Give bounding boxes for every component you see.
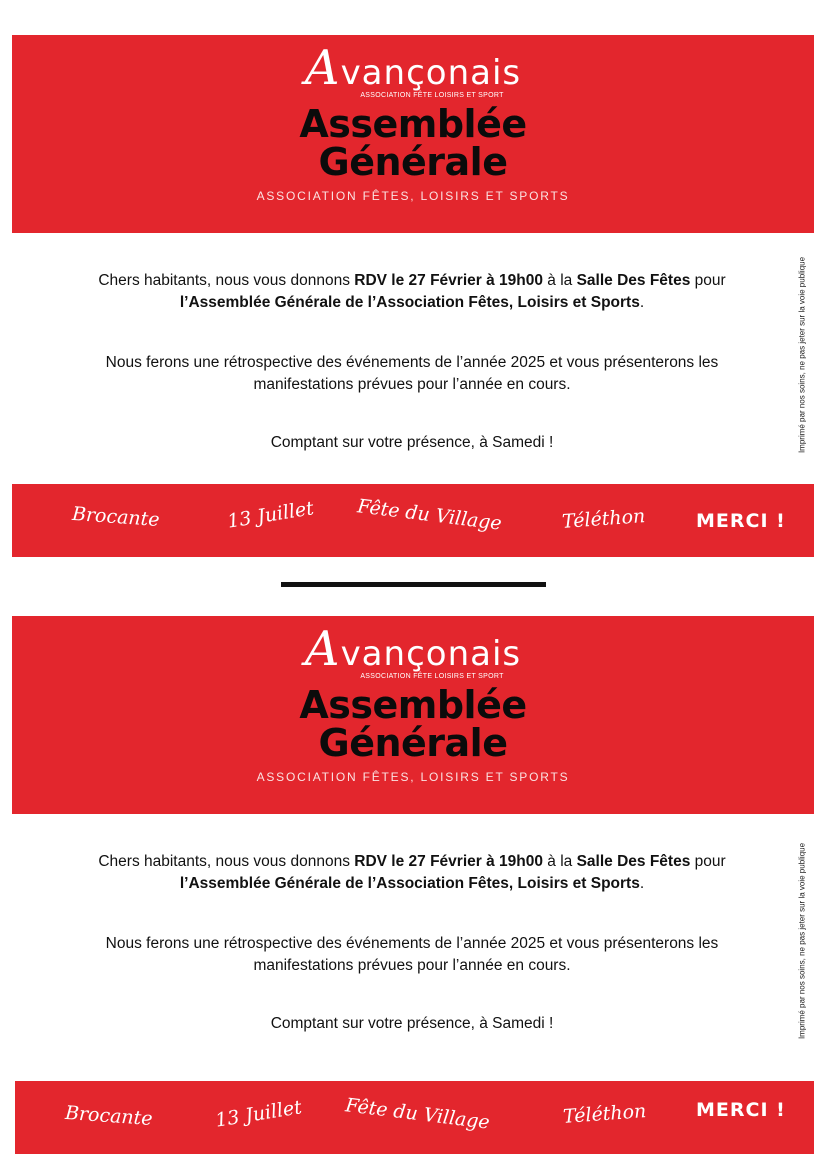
print-notice-text: Imprimé par nos soins, ne pas jeter sur la voie publique xyxy=(797,842,807,1040)
tagline: ASSOCIATION FÊTES, LOISIRS ET SPORTS xyxy=(256,770,570,784)
print-notice-text: Imprimé par nos soins, ne pas jeter sur la voie publique xyxy=(797,256,807,454)
title-line-2: Générale xyxy=(318,721,508,765)
event-name: l’Assemblée Générale de l’Association Fêtes, Loisirs et Sports xyxy=(179,875,640,892)
event-name: l’Assemblée Générale de l’Association Fêtes, Loisirs et Sports xyxy=(179,294,640,311)
event-fete-du-village: Fête du Village xyxy=(344,1094,491,1134)
print-notice xyxy=(795,831,809,1051)
event-brocante: Brocante xyxy=(71,502,161,532)
event-telethon: Téléthon xyxy=(561,505,646,533)
association-logo xyxy=(304,40,522,99)
tagline: ASSOCIATION FÊTES, LOISIRS ET SPORTS xyxy=(256,189,570,203)
event-13-juillet: 13 Juillet xyxy=(225,497,316,533)
merci-text: MERCI ! xyxy=(696,510,786,532)
print-notice xyxy=(795,245,809,465)
event-13-juillet: 13 Juillet xyxy=(213,1096,304,1132)
logo-initial: A xyxy=(304,621,341,677)
flyer-header xyxy=(12,616,814,814)
venue: Salle Des Fêtes xyxy=(576,853,691,870)
paragraph-closing: Comptant sur votre présence, à Samedi ! xyxy=(270,434,554,451)
rdv-date: RDV le 27 Février à 19h00 xyxy=(354,272,543,289)
logo-subtitle: ASSOCIATION FÊTE LOISIRS ET SPORT xyxy=(360,673,504,680)
title-line-1: Assemblée xyxy=(299,102,527,146)
page-title xyxy=(299,683,527,765)
paragraph-retrospective: Nous ferons une rétrospective des événements de l’année 2025 et vous présenterons les manifestations prévues pour l’année en cours. xyxy=(105,935,719,974)
association-logo xyxy=(304,621,522,680)
logo-subtitle: ASSOCIATION FÊTE LOISIRS ET SPORT xyxy=(360,92,504,99)
flyer-footer xyxy=(12,484,814,557)
event-brocante: Brocante xyxy=(64,1101,154,1131)
page-title xyxy=(299,102,527,184)
flyer-bottom xyxy=(0,581,827,1141)
title-line-2: Générale xyxy=(318,140,508,184)
paragraph-rdv: Chers habitants, nous vous donnons RDV le 27 Février à 19h00 à la Salle Des Fêtes pour l’Assemblée Générale de l’Association Fêtes, Loisirs et Sports. xyxy=(98,853,726,892)
flyer-footer xyxy=(15,1081,814,1154)
rdv-date: RDV le 27 Février à 19h00 xyxy=(354,853,543,870)
title-line-1: Assemblée xyxy=(299,683,527,727)
invitation-text xyxy=(50,851,774,1035)
logo-name: vançonais xyxy=(340,634,522,674)
flyer-top xyxy=(0,0,827,560)
flyer-header xyxy=(12,35,814,233)
event-fete-du-village: Fête du Village xyxy=(356,495,503,535)
merci-text: MERCI ! xyxy=(696,1099,786,1121)
logo-name: vançonais xyxy=(340,53,522,93)
venue: Salle Des Fêtes xyxy=(576,272,691,289)
paragraph-closing: Comptant sur votre présence, à Samedi ! xyxy=(270,1015,554,1032)
invitation-text xyxy=(50,270,774,454)
paragraph-rdv: Chers habitants, nous vous donnons RDV le 27 Février à 19h00 à la Salle Des Fêtes pour l’Assemblée Générale de l’Association Fêtes, Loisirs et Sports. xyxy=(98,272,726,311)
paragraph-retrospective: Nous ferons une rétrospective des événements de l’année 2025 et vous présenterons les manifestations prévues pour l’année en cours. xyxy=(105,354,719,393)
logo-initial: A xyxy=(304,40,341,96)
event-telethon: Téléthon xyxy=(562,1100,647,1128)
